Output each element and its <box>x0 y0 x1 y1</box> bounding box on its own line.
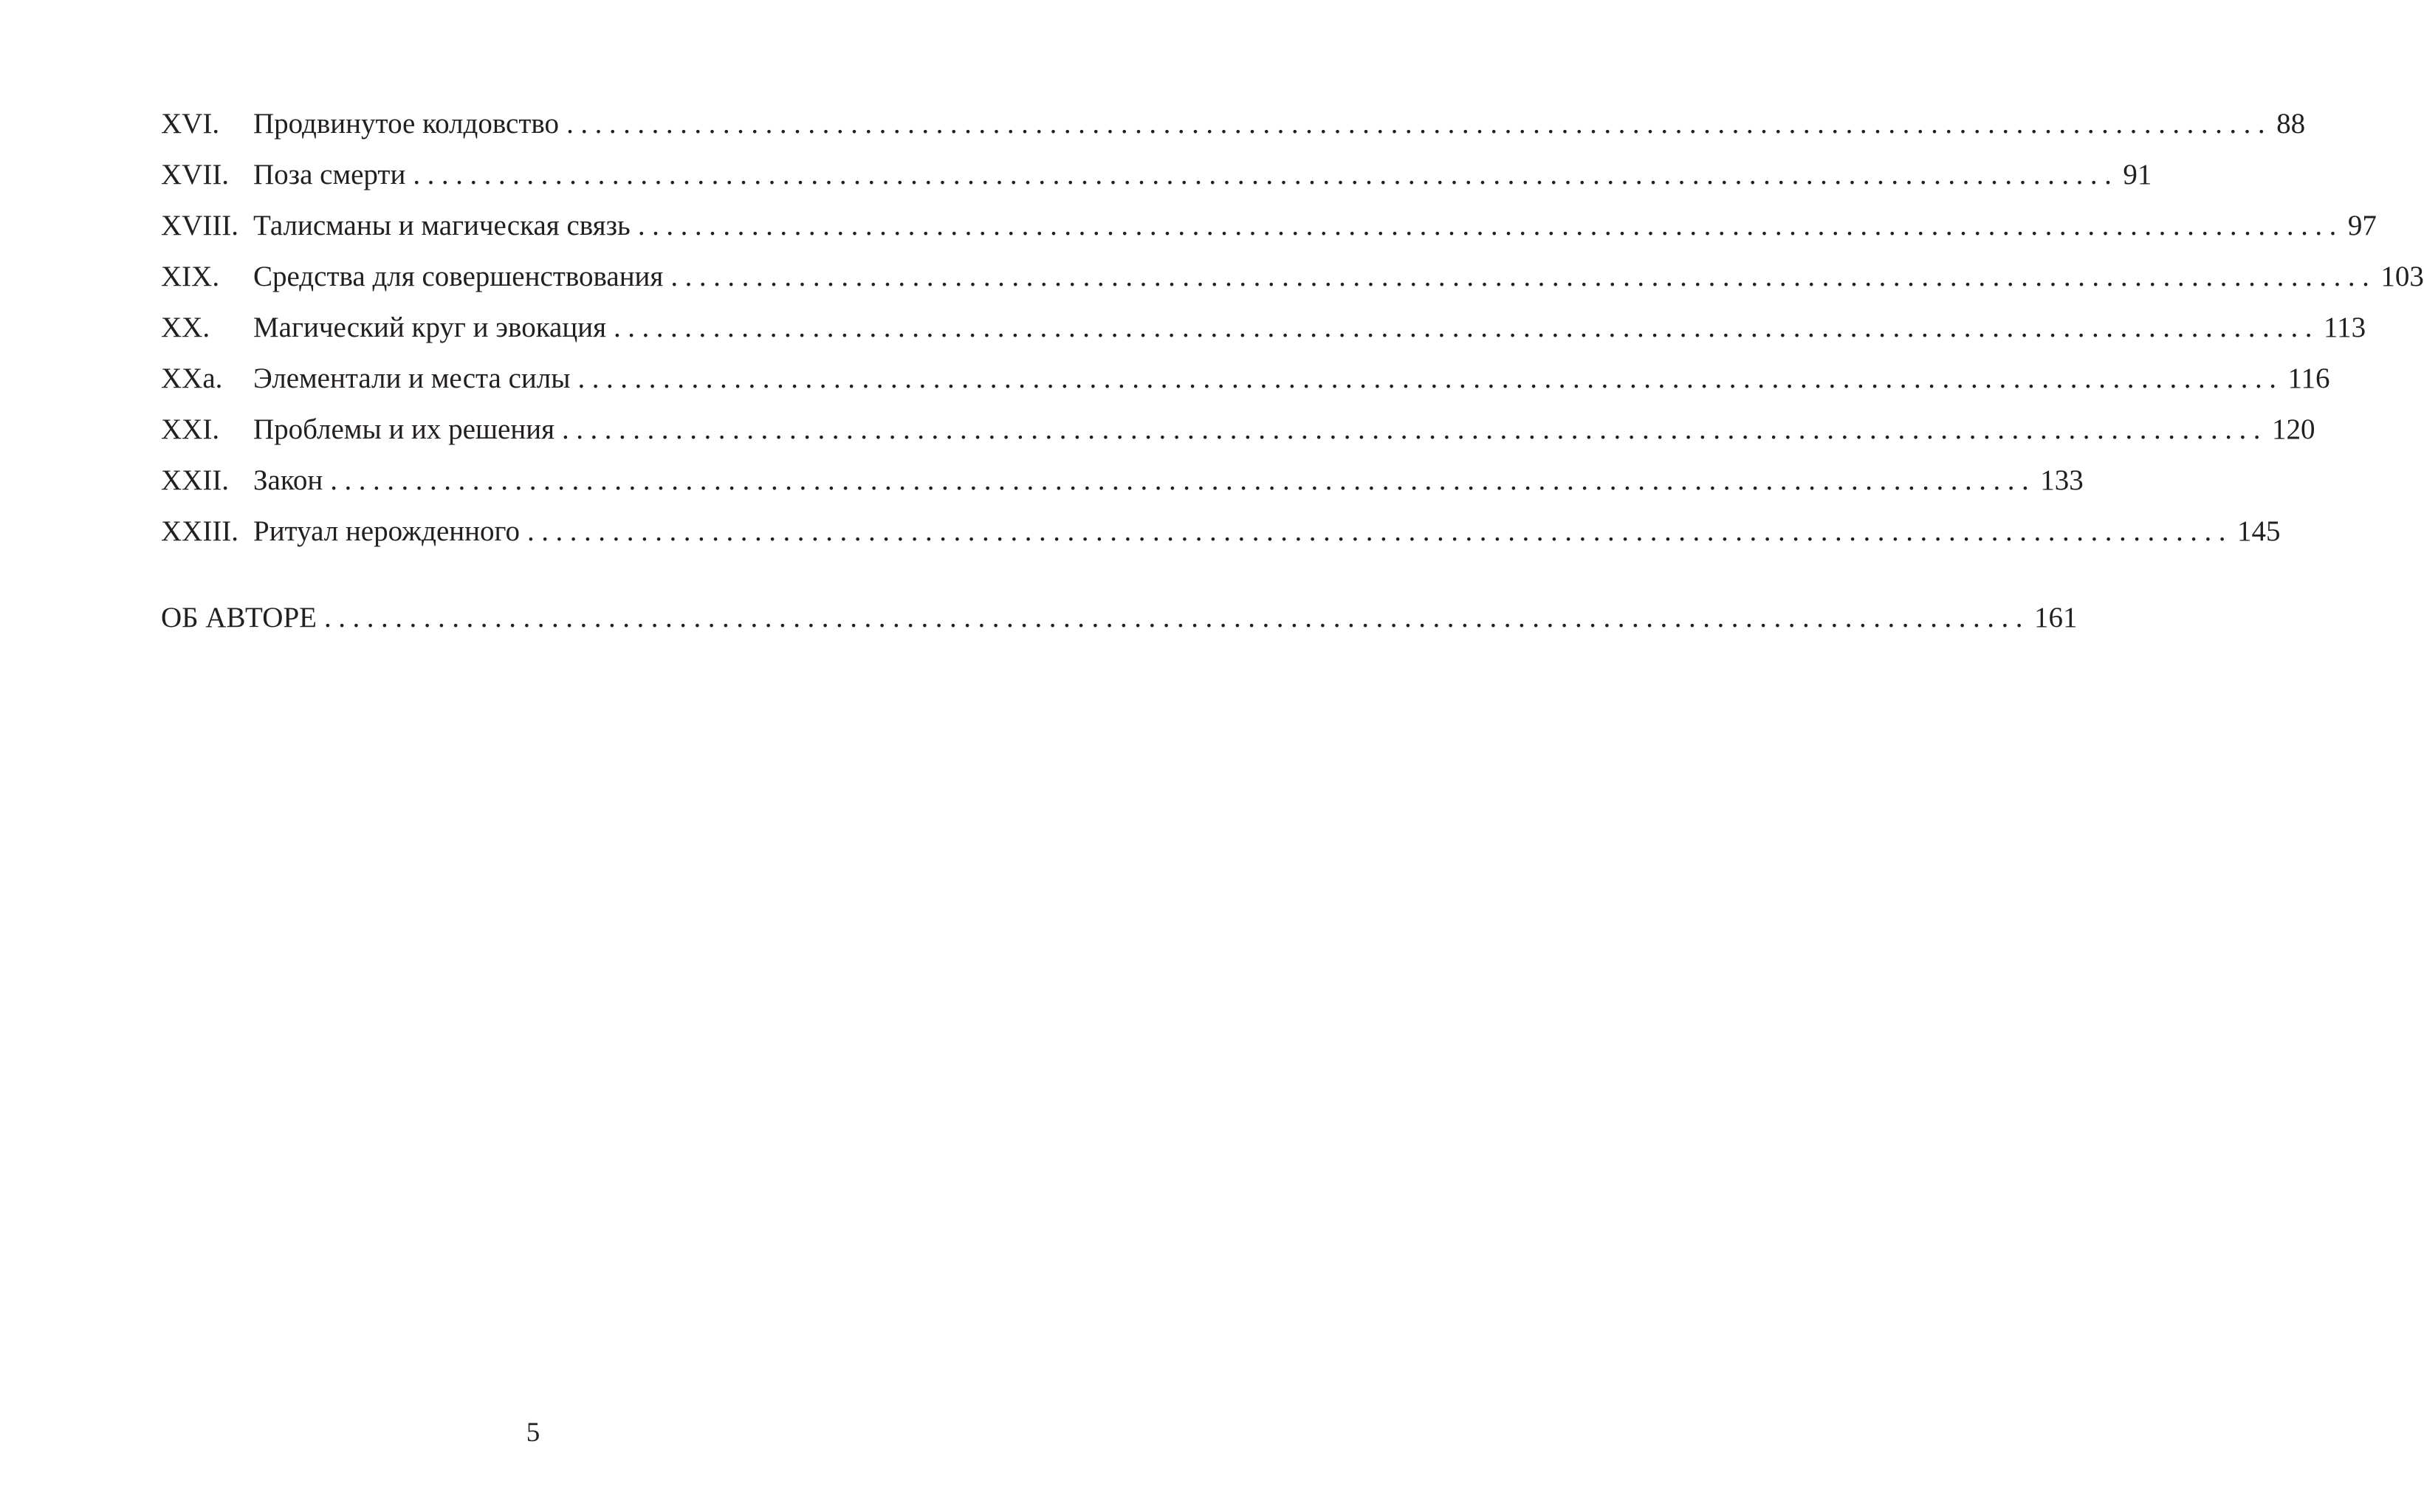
folio-page-number: 5 <box>526 1418 540 1448</box>
toc-entry-xvii[interactable] <box>161 149 2152 200</box>
dot-leader: ........................................................................................................................ <box>566 108 2273 140</box>
toc-entry-xxa[interactable] <box>161 353 2330 404</box>
page-number: 113 <box>2324 312 2366 343</box>
dot-leader: ........................................................................................................................ <box>330 464 2036 496</box>
dot-leader: ........................................................................................................................ <box>323 602 2030 633</box>
chapter-number: XXa. <box>161 362 223 394</box>
chapter-title: Средства для совершенствования <box>253 261 664 292</box>
chapter-title: Элементали и места силы <box>253 362 571 394</box>
dot-leader: ........................................................................................................................ <box>614 312 2320 343</box>
dot-leader: ........................................................................................................................ <box>670 261 2377 292</box>
page-number: 91 <box>2123 159 2152 190</box>
toc-entry-xix[interactable] <box>161 251 2424 302</box>
chapter-number: XVIII. <box>161 210 239 241</box>
toc-entry-xxii[interactable] <box>161 455 2084 506</box>
page-number: 133 <box>2040 464 2084 496</box>
chapter-number: XXI. <box>161 413 220 445</box>
chapter-number: XIX. <box>161 261 220 292</box>
toc-entry-xx[interactable] <box>161 302 2366 353</box>
page-number: 145 <box>2237 515 2281 547</box>
dot-leader: ........................................................................................................................ <box>413 159 2119 190</box>
chapter-title: Продвинутое колдовство <box>253 108 560 140</box>
dot-leader: ........................................................................................................................ <box>562 413 2268 445</box>
page-number: 120 <box>2272 413 2315 445</box>
chapter-number: XXII. <box>161 464 230 496</box>
dot-leader: ........................................................................................................................ <box>527 515 2234 547</box>
table-of-contents <box>161 98 2424 643</box>
toc-entry-about-author[interactable] <box>161 592 2078 643</box>
chapter-number: XXIII. <box>161 515 239 547</box>
page-number: 103 <box>2380 261 2424 292</box>
chapter-title: Ритуал нерожденного <box>253 515 521 547</box>
about-author-title: ОБ АВТОРЕ <box>161 602 317 633</box>
chapter-number: XVII. <box>161 159 230 190</box>
toc-entry-xxiii[interactable] <box>161 506 2281 557</box>
toc-entry-xvi[interactable] <box>161 98 2306 149</box>
chapter-number: XVI. <box>161 108 220 140</box>
page-number: 161 <box>2033 602 2078 633</box>
chapter-number: XX. <box>161 312 210 343</box>
page-number: 88 <box>2276 108 2306 140</box>
chapter-title: Поза смерти <box>253 159 406 190</box>
page-number: 116 <box>2287 362 2330 394</box>
chapter-title: Магический круг и эвокация <box>253 312 607 343</box>
chapter-title: Закон <box>253 464 323 496</box>
chapter-title: Талисманы и магическая связь <box>253 210 631 241</box>
page-number: 97 <box>2347 210 2377 241</box>
toc-entry-xviii[interactable] <box>161 200 2377 251</box>
dot-leader: ........................................................................................................................ <box>577 362 2284 394</box>
chapter-title: Проблемы и их решения <box>253 413 555 445</box>
toc-entry-xxi[interactable] <box>161 404 2315 455</box>
dot-leader: ........................................................................................................................ <box>637 210 2344 241</box>
